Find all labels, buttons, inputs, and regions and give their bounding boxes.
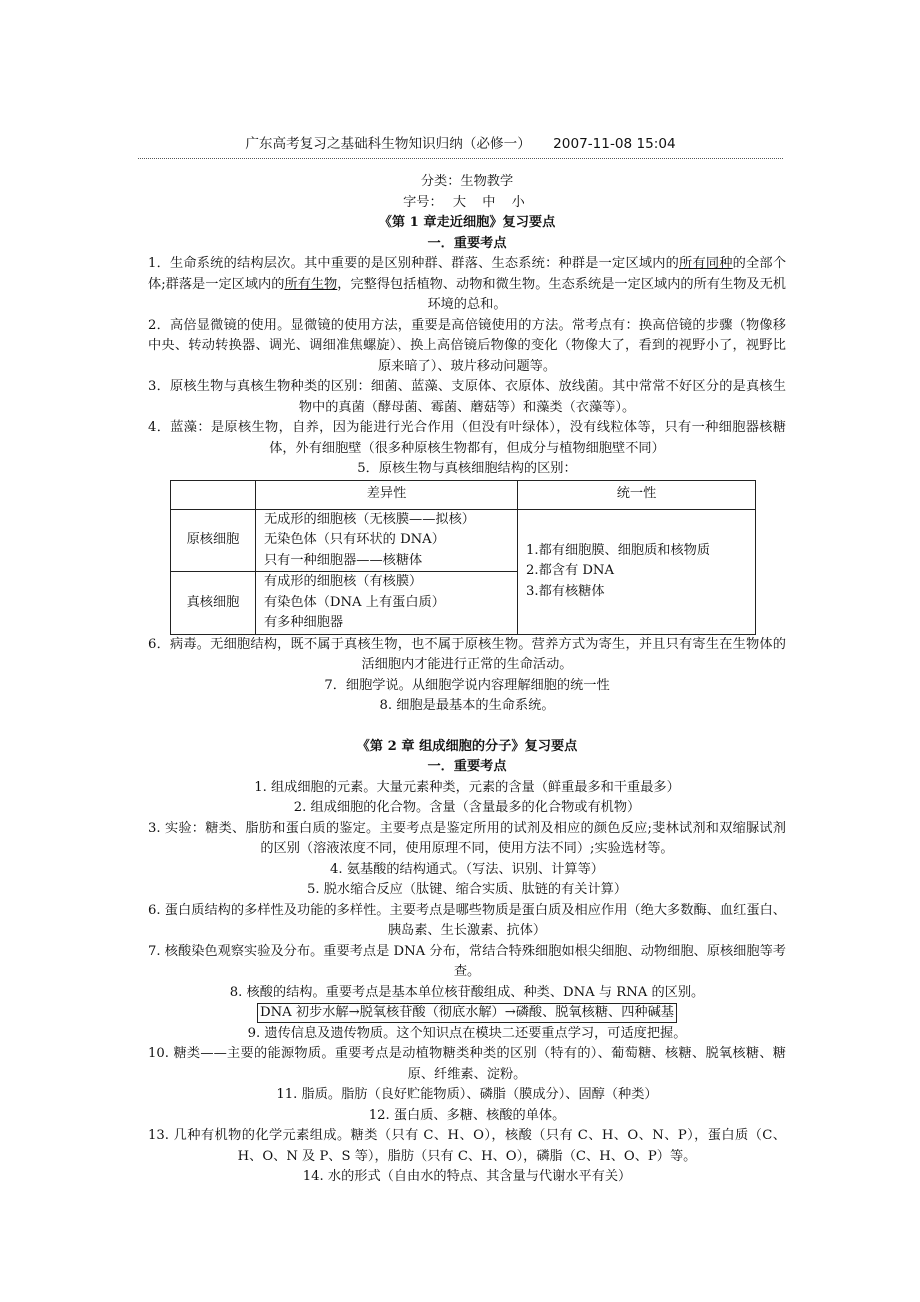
font-size-medium-link[interactable]: 中	[482, 194, 496, 210]
ch2-point-13: 13. 几种有机物的化学元素组成。糖类（只有 C、H、O），核酸（只有 C、H、O、N、P），蛋白质（C、H、O、N 及 P、S 等），脂肪（只有 C、H、O），磷脂（C、H、O、P）等。	[148, 1128, 786, 1164]
table-cell-line: 无染色体（只有环状的 DNA）	[264, 532, 445, 547]
font-size-selector	[148, 193, 786, 214]
ch2-point-7: 7. 核酸染色观察实验及分布。重要考点是 DNA 分布，常结合特殊细胞如根尖细胞、动物细胞、原核细胞等考查。	[148, 943, 786, 979]
font-size-label: 字号：	[403, 194, 443, 210]
row-label-prokaryote: 原核细胞	[171, 509, 256, 572]
table-header-unity: 统一性	[518, 480, 756, 509]
eukaryote-differences	[256, 572, 518, 635]
table-cell-line: 1.都有细胞膜、细胞质和核物质	[526, 542, 711, 558]
section-gap	[148, 717, 786, 737]
table-cell-line: 有成形的细胞核（有核膜）	[264, 574, 423, 589]
chapter2-title: 《第 2 章 组成细胞的分子》复习要点	[356, 738, 578, 754]
table-cell-line: 2.都含有 DNA	[526, 563, 614, 579]
ch2-point-14: 14. 水的形式（自由水的特点、其含量与代谢水平有关）	[302, 1169, 632, 1184]
table-cell-line: 只有一种细胞器——核糖体	[264, 552, 423, 568]
unity-cell	[518, 509, 756, 634]
ch2-point-8: 8. 核酸的结构。重要考点是基本单位核苷酸组成、种类、DNA 与 RNA 的区别。	[229, 984, 705, 1000]
table-header-difference: 差异性	[256, 480, 518, 509]
ch2-point-11: 11. 脂质。脂肪（良好贮能物质）、磷脂（膜成分）、固醇（种类）	[276, 1087, 658, 1102]
page-header	[138, 134, 783, 159]
chapter1-title: 《第 1 章走近细胞》复习要点	[378, 215, 556, 230]
table-cell-line: 无成形的细胞核（无核膜——拟核）	[264, 511, 475, 527]
row-label-eukaryote: 真核细胞	[171, 572, 256, 635]
ch2-point-9: 9. 遗传信息及遗传物质。这个知识点在模块二还要重点学习，可适度把握。	[247, 1025, 687, 1041]
ch1-point-1: 1．生命系统的结构层次。其中重要的是区别种群、群落、生态系统：种群是一定区域内的所有同种的全部个体;群落是一定区域内的所有生物，完整得包括植物、动物和微生物。生态系统是一定区域内的所有生物及无机环境的总和。	[148, 256, 787, 312]
ch1-point-4: 4．蓝藻：是原核生物，自养，因为能进行光合作用（但没有叶绿体），没有线粒体等，只有一种细胞器核糖体，外有细胞壁（很多种原核生物都有，但成分与植物细胞壁不同）	[148, 420, 786, 456]
table-cell-line: 3.都有核糖体	[526, 583, 605, 599]
ch2-point-6: 6. 蛋白质结构的多样性及功能的多样性。主要考点是哪些物质是蛋白质及相应作用（绝大多数酶、血红蛋白、胰岛素、生长激素、抗体）	[148, 902, 786, 938]
dna-hydrolysis-box: DNA 初步水解→脱氧核苷酸（彻底水解）→磷酸、脱氧核糖、四种碱基	[257, 1003, 677, 1023]
ch1-point-7: 7．细胞学说。从细胞学说内容理解细胞的统一性	[324, 677, 610, 693]
table-corner-cell	[171, 480, 256, 509]
table-cell-line: 有多种细胞器	[264, 615, 344, 630]
font-size-small-link[interactable]: 小	[511, 194, 525, 210]
article-body	[148, 172, 786, 1188]
ch1-point-6: 6．病毒。无细胞结构，既不属于真核生物，也不属于原核生物。营养方式为寄生，并且只有寄生在生物体的活细胞内才能进行正常的生命活动。	[148, 636, 786, 672]
ch1-point-5: 5．原核生物与真核细胞结构的区别：	[357, 461, 577, 476]
font-size-large-link[interactable]: 大	[452, 194, 467, 210]
header-title: 广东高考复习之基础科生物知识归纳（必修一）	[245, 136, 531, 152]
chapter1-section-heading: 一．重要考点	[427, 235, 507, 251]
ch1-point-8: 8. 细胞是最基本的生命系统。	[379, 698, 555, 713]
ch2-point-10: 10. 糖类——主要的能源物质。重要考点是动植物糖类种类的区别（特有的）、葡萄糖、核糖、脱氧核糖、糖原、纤维素、淀粉。	[148, 1046, 786, 1082]
cell-comparison-table	[170, 480, 756, 635]
ch1-point-2: 2．高倍显微镜的使用。显微镜的使用方法，重要是高倍镜使用的方法。常考点有：换高倍镜的步骤（物像移中央、转动转换器、调光、调细准焦螺旋）、换上高倍镜后物像的变化（物像大了，看到的视野小了，视野比原来暗了）、玻片移动问题等。	[148, 317, 786, 374]
chapter2-section-heading: 一．重要考点	[427, 759, 507, 774]
ch2-point-5: 5. 脱水缩合反应（肽键、缩合实质、肽链的有关计算）	[306, 882, 628, 897]
ch2-point-12: 12. 蛋白质、多糖、核酸的单体。	[368, 1107, 566, 1123]
ch2-point-3: 3. 实验：糖类、脂肪和蛋白质的鉴定。主要考点是鉴定所用的试剂及相应的颜色反应;斐林试剂和双缩脲试剂的区别（溶液浓度不同，使用原理不同，使用方法不同）;实验选材等。	[148, 820, 786, 856]
ch2-point-8-box-row	[148, 1003, 786, 1024]
table-cell-line: 有染色体（DNA 上有蛋白质）	[264, 594, 445, 610]
ch2-point-1: 1. 组成细胞的元素。大量元素种类，元素的含量（鲜重最多和干重最多）	[254, 779, 680, 795]
ch2-point-2: 2. 组成细胞的化合物。含量（含量最多的化合物或有机物）	[293, 800, 641, 815]
category-label: 分类：生物教学	[420, 174, 514, 189]
ch1-point-3: 3．原核生物与真核生物种类的区别：细菌、蓝藻、支原体、衣原体、放线菌。其中常常不好区分的是真核生物中的真菌（酵母菌、霉菌、蘑菇等）和藻类（衣藻等）。	[148, 379, 786, 415]
header-datetime: 2007-11-08 15:04	[553, 136, 676, 152]
ch2-point-4: 4. 氨基酸的结构通式。（写法、识别、计算等）	[330, 861, 604, 877]
prokaryote-differences	[256, 509, 518, 572]
